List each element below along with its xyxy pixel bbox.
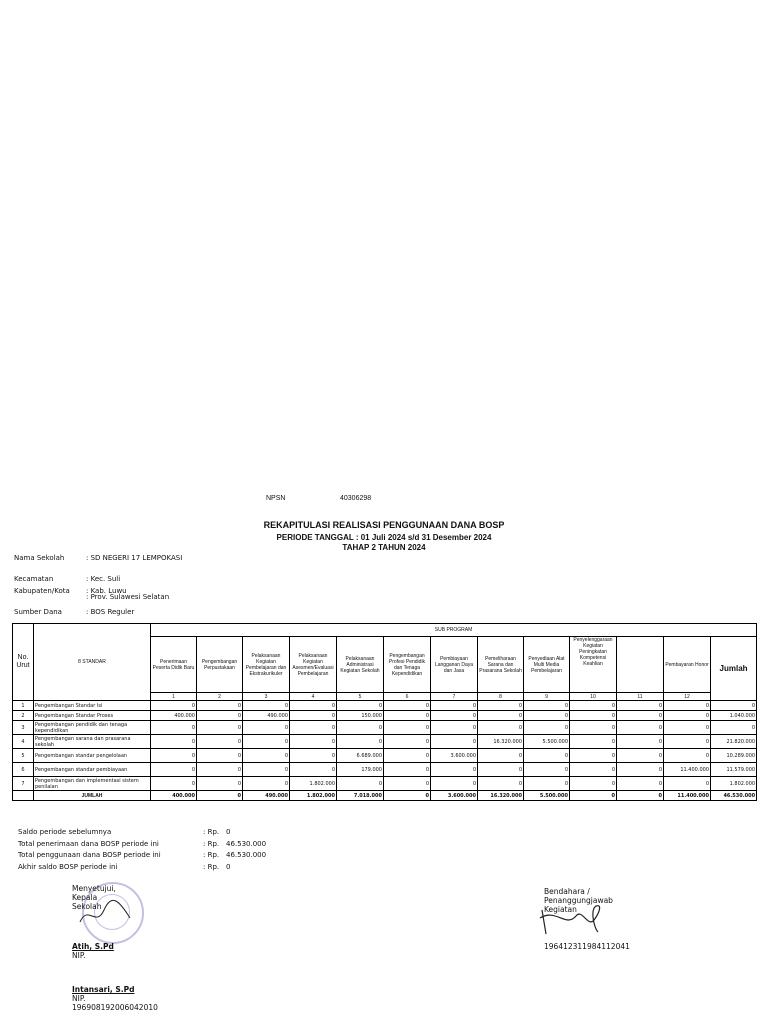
total-cell: 7.018.000 — [337, 791, 384, 801]
cell-value: 179.000 — [337, 763, 384, 777]
column-number: 7 — [431, 693, 478, 701]
cell-value: 0 — [197, 735, 243, 749]
cell-value: 0 — [617, 777, 664, 791]
cell-value: 0 — [384, 763, 431, 777]
total-cell: 0 — [197, 791, 243, 801]
npsn-value: 40306298 — [340, 495, 372, 502]
saldo-amount: 46.530.000 — [226, 851, 267, 859]
standar-name: Pengembangan Standar Isi — [34, 701, 151, 711]
column-header: Pelaksanaan Kegiatan Asesmen/Evaluasi Pembelajaran — [290, 637, 337, 693]
treasurer-signature — [536, 898, 608, 940]
cell-value: 0 — [664, 711, 711, 721]
info-value: : SD NEGERI 17 LEMPOKASI — [86, 554, 183, 562]
total-cell: 5.500.000 — [524, 791, 570, 801]
cell-value: 0 — [243, 721, 290, 735]
row-total: 0 — [711, 721, 757, 735]
cell-value: 0 — [570, 763, 617, 777]
table-body — [13, 701, 757, 801]
cell-value: 11.400.000 — [664, 763, 711, 777]
row-total: 1.802.000 — [711, 777, 757, 791]
cell-value: 0 — [384, 721, 431, 735]
total-cell: 3.600.000 — [431, 791, 478, 801]
cell-value: 0 — [151, 749, 197, 763]
column-header: Pelaksanaan Kegiatan Pembelajaran dan Ekstrakurikuler — [243, 637, 290, 693]
saldo-label: Saldo periode sebelumnya — [18, 828, 112, 836]
cell-value: 0 — [151, 721, 197, 735]
cell-value: 0 — [570, 721, 617, 735]
total-cell: 490.000 — [243, 791, 290, 801]
table-row — [13, 763, 757, 777]
row-number: 7 — [13, 777, 34, 791]
sub-program-header: SUB PROGRAM — [151, 624, 757, 637]
column-header: Penyelenggaraan Kegiatan Peningkatan Kompetensi Keahlian — [570, 637, 617, 693]
column-header: Pembiayaan Langganan Daya dan Jasa — [431, 637, 478, 693]
standar-name: Pengembangan standar pengelolaan — [34, 749, 151, 763]
row-number: 6 — [13, 763, 34, 777]
row-total: 11.579.000 — [711, 763, 757, 777]
standar-name: Pengembangan pendidik dan tenaga kependidikan — [34, 721, 151, 735]
npsn-label: NPSN — [266, 495, 286, 502]
column-header: Pembayaran Honor — [664, 637, 711, 693]
column-number: 10 — [570, 693, 617, 701]
table-row — [13, 711, 757, 721]
cell-value: 0 — [290, 763, 337, 777]
column-number: 4 — [290, 693, 337, 701]
cell-value: 0 — [617, 763, 664, 777]
cell-value: 0 — [570, 777, 617, 791]
cell-value: 5.500.000 — [524, 735, 570, 749]
total-cell: 0 — [384, 791, 431, 801]
row-number: 3 — [13, 721, 34, 735]
column-number: 2 — [197, 693, 243, 701]
cell-value: 0 — [570, 701, 617, 711]
cell-value: 0 — [478, 721, 524, 735]
column-header: Pengembangan Perpustakaan — [197, 637, 243, 693]
saldo-amount: 46.530.000 — [226, 839, 267, 848]
standar-header: 8 STANDAR — [34, 624, 151, 701]
cell-value: 0 — [197, 749, 243, 763]
column-header: Pelaksanaan Administrasi Kegiatan Sekolah — [337, 637, 384, 693]
cell-value: 0 — [478, 749, 524, 763]
standar-name: Pengembangan sarana dan prasarana sekolah — [34, 735, 151, 749]
info-value-province: : Prov. Sulawesi Selatan — [86, 593, 170, 601]
cell-value: 150.000 — [337, 711, 384, 721]
cell-value: 0 — [384, 701, 431, 711]
column-header — [617, 637, 664, 693]
column-header: Penerimaan Peserta Didik Baru — [151, 637, 197, 693]
cell-value: 0 — [384, 777, 431, 791]
cell-value: 0 — [664, 735, 711, 749]
approval-heading: Menyetujui, — [72, 884, 116, 893]
cell-value: 0 — [151, 777, 197, 791]
cell-value: 0 — [243, 749, 290, 763]
info-value: : Kec. Suli — [86, 575, 121, 583]
cell-value: 0 — [664, 749, 711, 763]
cell-value: 0 — [151, 763, 197, 777]
column-header: Pemeliharaan Sarana dan Prasarana Sekolah — [478, 637, 524, 693]
treasurer-nip: 196412311984112041 — [544, 942, 630, 951]
column-number: 8 — [478, 693, 524, 701]
saldo-label: Total penggunaan dana BOSP periode ini — [18, 851, 161, 859]
cell-value: 0 — [570, 749, 617, 763]
cell-value: 0 — [290, 721, 337, 735]
table-row — [13, 701, 757, 711]
row-total: 0 — [711, 701, 757, 711]
cell-value: 0 — [524, 777, 570, 791]
jumlah-header: Jumlah — [711, 637, 757, 701]
saldo-amount: 0 — [226, 828, 231, 836]
cell-value: 0 — [243, 701, 290, 711]
total-cell: 400.000 — [151, 791, 197, 801]
saldo-currency: : Rp. — [203, 828, 220, 836]
column-number: 1 — [151, 693, 197, 701]
cell-value: 0 — [337, 721, 384, 735]
treasurer-role: Penanggungjawab — [544, 896, 613, 905]
headmaster-block — [72, 942, 114, 960]
cell-value: 0 — [431, 701, 478, 711]
cell-value: 0 — [617, 711, 664, 721]
table-row — [13, 777, 757, 791]
total-row — [13, 791, 757, 801]
cell-value: 0 — [337, 777, 384, 791]
cell-value: 0 — [290, 735, 337, 749]
treasurer-name-block — [72, 985, 158, 1012]
grand-total: 46.530.000 — [711, 791, 757, 801]
total-label: JUMLAH — [34, 791, 151, 801]
cell-value: 0 — [337, 735, 384, 749]
total-cell: 0 — [617, 791, 664, 801]
treasurer-nip-value: 196908192006042010 — [72, 1003, 158, 1012]
cell-value: 0 — [664, 721, 711, 735]
report-period: PERIODE TANGGAL : 01 Juli 2024 s/d 31 Desember 2024 — [276, 533, 492, 542]
column-number: 9 — [524, 693, 570, 701]
column-number: 3 — [243, 693, 290, 701]
saldo-currency: : Rp. — [203, 851, 220, 859]
treasurer-nip-label: NIP. — [72, 994, 86, 1003]
row-number: 4 — [13, 735, 34, 749]
column-header: Penyediaan Alat Multi Media Pembelajaran — [524, 637, 570, 693]
table-row — [13, 749, 757, 763]
cell-value: 0 — [524, 711, 570, 721]
cell-value: 0 — [524, 701, 570, 711]
cell-value: 0 — [431, 711, 478, 721]
info-label: Kecamatan — [14, 575, 54, 583]
cell-value: 0 — [524, 763, 570, 777]
cell-value: 0 — [478, 777, 524, 791]
no-urut-header: No. Urut — [13, 624, 34, 701]
column-header: Pengembangan Profesi Pendidik dan Tenaga Kependidikan — [384, 637, 431, 693]
column-number: 12 — [664, 693, 711, 701]
cell-value: 0 — [617, 701, 664, 711]
cell-value: 3.600.000 — [431, 749, 478, 763]
cell-value: 0 — [243, 777, 290, 791]
cell-value: 0 — [290, 749, 337, 763]
cell-value: 0 — [478, 701, 524, 711]
cell-value: 0 — [570, 711, 617, 721]
cell-value: 0 — [524, 749, 570, 763]
cell-value: 0 — [151, 735, 197, 749]
treasurer-role: Kegiatan — [544, 905, 577, 914]
standar-name: Pengembangan Standar Proses — [34, 711, 151, 721]
cell-value: 0 — [197, 711, 243, 721]
saldo-currency: : Rp. — [203, 839, 220, 848]
column-number: 6 — [384, 693, 431, 701]
realisasi-table — [12, 623, 757, 801]
cell-value: 0 — [431, 777, 478, 791]
cell-value: 0 — [290, 711, 337, 721]
cell-value: 400.000 — [151, 711, 197, 721]
row-number: 2 — [13, 711, 34, 721]
headmaster-signature — [76, 898, 136, 934]
column-number: 5 — [337, 693, 384, 701]
saldo-label: Akhir saldo BOSP periode ini — [18, 862, 118, 871]
cell-value: 0 — [384, 749, 431, 763]
row-total: 21.820.000 — [711, 735, 757, 749]
column-number: 11 — [617, 693, 664, 701]
cell-value: 1.802.000 — [290, 777, 337, 791]
total-cell: 1.802.000 — [290, 791, 337, 801]
saldo-label: Total penerimaan dana BOSP periode ini — [18, 839, 159, 848]
standar-name: Pengembangan dan implementasi sistem penilaian — [34, 777, 151, 791]
approval-role: Kepala — [72, 893, 98, 902]
cell-value: 0 — [243, 763, 290, 777]
saldo-currency: : Rp. — [203, 862, 220, 871]
treasurer-name: Intansari, S.Pd — [72, 985, 135, 994]
cell-value: 0 — [243, 735, 290, 749]
cell-value: 0 — [617, 721, 664, 735]
cell-value: 0 — [664, 777, 711, 791]
info-label: Sumber Dana — [14, 608, 62, 616]
cell-value: 0 — [617, 735, 664, 749]
info-value: : Kab. Luwu — [86, 587, 127, 595]
total-cell: 11.400.000 — [664, 791, 711, 801]
cell-value: 0 — [337, 701, 384, 711]
cell-value: 0 — [197, 763, 243, 777]
cell-value: 0 — [570, 735, 617, 749]
report-stage: TAHAP 2 TAHUN 2024 — [342, 543, 426, 552]
total-cell: 0 — [570, 791, 617, 801]
cell-value: 0 — [524, 721, 570, 735]
table-row — [13, 735, 757, 749]
row-total: 10.289.000 — [711, 749, 757, 763]
info-label: Kabupaten/Kota — [14, 587, 70, 595]
cell-value: 16.320.000 — [478, 735, 524, 749]
cell-value: 0 — [664, 701, 711, 711]
npsn — [266, 495, 372, 502]
row-number: 1 — [13, 701, 34, 711]
cell-value: 0 — [431, 721, 478, 735]
cell-value: 0 — [384, 711, 431, 721]
row-total: 1.040.000 — [711, 711, 757, 721]
cell-value: 0 — [197, 701, 243, 711]
info-value: : BOS Reguler — [86, 608, 135, 616]
standar-name: Pengembangan standar pembiayaan — [34, 763, 151, 777]
cell-value: 490.000 — [243, 711, 290, 721]
cell-value: 0 — [197, 721, 243, 735]
approval-role: Sekolah — [72, 902, 102, 911]
saldo-amount: 0 — [226, 862, 231, 871]
row-number: 5 — [13, 749, 34, 763]
cell-value: 0 — [478, 763, 524, 777]
report-title: REKAPITULASI REALISASI PENGGUNAAN DANA BOSP — [263, 520, 505, 530]
cell-value: 0 — [197, 777, 243, 791]
cell-value: 6.689.000 — [337, 749, 384, 763]
cell-value: 0 — [617, 749, 664, 763]
cell-value: 0 — [384, 735, 431, 749]
cell-value: 0 — [478, 711, 524, 721]
cell-value: 0 — [431, 735, 478, 749]
info-label: Nama Sekolah — [14, 554, 65, 562]
cell-value: 0 — [431, 763, 478, 777]
cell-value: 0 — [290, 701, 337, 711]
headmaster-name: Atih, S.Pd — [72, 942, 114, 951]
table-row — [13, 721, 757, 735]
total-cell: 16.320.000 — [478, 791, 524, 801]
headmaster-nip: NIP. — [72, 951, 86, 960]
cell-value: 0 — [151, 701, 197, 711]
total-blank — [13, 791, 34, 801]
treasurer-role: Bendahara / — [544, 887, 590, 896]
